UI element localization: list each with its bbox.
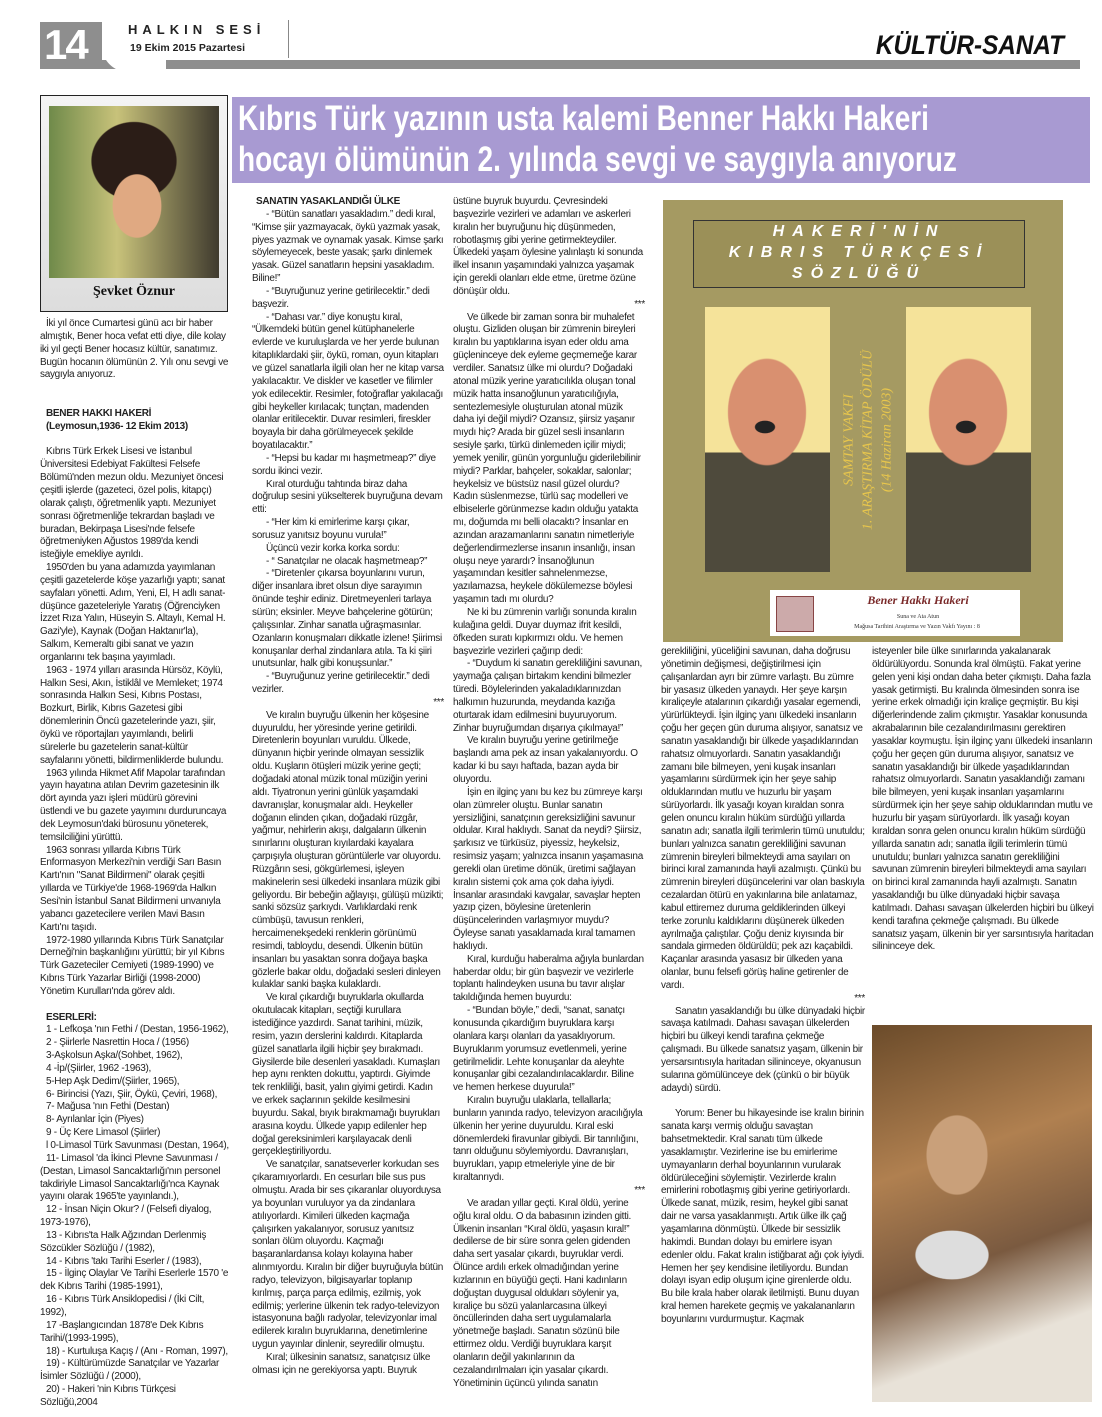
paragraph: Ne ki bu zümrenin varlığı sonunda kıralın kulağına geldi. Duyar duymaz ifrit kesildi, öfkeden suratı kıpkırmızı oldu. Ve hemen başvezirle vezirleri çağırıp dedi: bbox=[453, 607, 637, 657]
book-title-line: KIBRIS TÜRKÇESİ bbox=[728, 244, 990, 261]
bener-hakeri-writing-photo bbox=[872, 1025, 1092, 1402]
section-separator: *** bbox=[433, 696, 444, 708]
newspaper-name: HALKIN SESİ bbox=[128, 22, 266, 37]
paragraph: 9 - Üç Kere Limasol (Şiirler) bbox=[46, 1127, 161, 1139]
paragraph: Ve ülkede bir zaman sonra bir muhalefet oluştu. Gizliden oluşan bir zümrenin bireyleri kıralın bu yaptıklarına isyan eder oldu ama güçleninceye dek eyleme geçmemeğe karar verdiler. Sanatsız ülke mi olurdu? Doğadaki atonal müzik yerine yaratıcılıkla oluşan tonal müzik hatta insanoğlunun yaratıcılığıyla, sentezlemesiyle oluşturulan atonal müzik daha iyi değil miydi? Ozansız, şiirsiz yaşanır mıydı hiç? Arada bir güzel sesli insanların sesiyle şarkı, türkü dinlemeden içilir miydi; yemek yenilir, günün yorgunluğu giderilebilinir miydi? Parklar, bahçeler, sokaklar, salonlar; heykelsiz ve büstsüz nasıl güzel olurdu? Kadın süslenmezse, türlü saç modelleri ve elbiselerle görünmezse kadın olduğu yatakta mı, doğumda mı belli olacaktı? İnsanlar en azından arazamanlarını sanatın nimetleriyle değerlendirmezlerse insanın insanlığı, insan oluşu neye yarardı? İnsanoğlunun yaşamından kesitler sahnelenmezse, yazılamazsa, heykele dökülemezse böylesi yaşamın tadı mı olurdu? bbox=[453, 311, 641, 606]
paragraph: Yorum: Bener bu hikayesinde ise kralın birinin sanata karşı vermiş olduğu savaştan bahsetmektedir. Kral sanatı tüm ülkede yasaklamıştır. Vezirlerine ise bu emirlerime uymayanların derhal boyunlarının vurularak öldürüleceğini söylemiştir. Vezirlerde kralın emirlerini robotlaşmış gibi yerine getiriyorlardı. Ülkede sanat, müzik, resim, heykel gibi sanat dair ne varsa yasaklanmıştı. Artık ülke ilk çağ yaşamlarına dönmüştü. Ülkede bir sessizlik hakimdi. Bundan dolayı bu emirlere isyan edenler oldu. Fakat kralın istiğbarat ağı çok iyiydi. Hemen her şey kendisine iletiliyordu. Bundan dolayı isyan edip oluşum içine girenlerde oldu. Bu bile krala haber olarak iletilmişti. Bunu duyan kral hemen harekete geçmiş ve yakalananların boyunlarını vurdurmuştur. Kaçmak bbox=[661, 1108, 865, 1325]
headline-line-2: hocayı ölümünün 2. yılında sevgi ve saygıyla anıyoruz bbox=[238, 140, 957, 179]
paragraph: - “Her kim ki emirlerime karşı çıkar, sorusuz yanıtsız boyunu vurula!” bbox=[252, 517, 410, 541]
paragraph: - “ Sanatçılar ne olacak haşmetmeap?” bbox=[266, 555, 428, 567]
paragraph: Üçüncü vezir korka korka sordu: bbox=[266, 542, 400, 554]
section-separator: *** bbox=[634, 298, 645, 310]
section-separator: *** bbox=[634, 1184, 645, 1196]
paragraph: Kıral, kurduğu haberalma ağıyla bunlardan haberdar oldu; bir gün başvezir ve vezirlerle toplantı halindeyken usuna bu tavır alışlar takıldığında hemen buyurdu: bbox=[453, 953, 644, 1004]
paragraph: - “Hepsi bu kadar mı haşmetmeap?” diye sordu ikinci vezir. bbox=[252, 452, 436, 477]
paragraph: İşin en ilginç yanı bu kez bu zümreye karşı olan zümreler oluştu. Bunlar sanatın yersizliğini, sanatçının gereksizliğini savunur oldular. Kıral haklıydı. Sanat da neydi? Şiirsiz, şarkısız ve türküsüz, piyessiz, heykelsiz, resimsiz yaşam; yalnızca insanın yaşamasına gerekli olan üretime dönük, üretimi sağlayan kıralın sistemi çok ama çok daha iyiydi. İnsanlar arasındaki kavgalar, savaşlar hepten yazıp çizen, böylesine üretenlerin düşüncelerinden varlaşmıyor muydu? Öyleyse sanatı yasaklamada kıral tamamen haklıydı. bbox=[453, 786, 643, 952]
paragraph: 1972-1980 yıllarında Kıbrıs Türk Sanatçılar Derneği'nin başkanlığını yürüttü; bir yıl Kıbrıs Türk Gazeteciler Cemiyeti (1989-1990) ve Kıbrıs Türk Yazarlar Birliği (1998-2000) Yönetim Kurulları'nda görev aldı. bbox=[40, 934, 225, 997]
paragraph: Kıbrıs Türk Erkek Lisesi ve İstanbul Üniversitesi Edebiyat Fakültesi Felsefe Bölümü'nden mezun oldu. Mezuniyet öncesi çeşitli işlerde (gazeteci, özel polis, kitapçı) olarak çalıştı, öğretmenlik yaptı. Mezuniyet sonrası öğretmenliğe tekrardan başladı ve buradan, Bekirpaşa Lisesi'nde felsefe öğretmeniyken Ağustos 1989'da kendi isteğiyle emekliye ayrıldı. bbox=[40, 446, 224, 561]
book-title-line: SÖZLÜĞÜ bbox=[791, 265, 927, 282]
subheading: (Leymosun,1936- 12 Ekim 2013) bbox=[46, 420, 188, 432]
paragraph-continued: isteyenler bile ülke sınırlarında yakalanarak öldürülüyordu. Sonunda kral ölmüştü. Fakat yerine gelen yeni kişi ondan daha beter çıkmıştı. Daha fazla yasak getirmişti. Bu kralında ölmesinden sonra ise yerine erkek olmadığı için kraliçe geçmiştir. Bu kişi diğerlerindende zalim çıkmıştır. Yasaklar konusunda akrabalarının bile cezalandırılmasını gerektiren yasaklar koymuştu. İşin ilginç yanı ülkedeki insanların çoğu her geçen gün duruma alışıyor, sanatsız ve sanatın yasaklandığı bir ülkede yaşadıklarından rahatsız olmuyorlardı. Sanatın yasaklandığı zamanı bile bilmeyen, yeni kuşak insanları yaşamlarını sürdürmek için her şeye sahip olduklarından mutlu ve huzurlu bir yaşam sürüyorlardı. İlk yasağı koyan kıraldan sonra gelen onuncu kıralın hüküm sürdüğü yıllarda sanatın adı; sanatla ilgili terimlerin tümü unutuldu; bunları yalnızca sanatın gerekliliğini savunan zümrenin bireyleri bilmekteydi ama sayıları on birinci kıral zamanında hayli azalmıştı. Sanatın yasaklandığı bu ülke dünyadaki hiçbir savaşa katılmadı. Dahası savaşan ülkelerden hiçbiri bu ülkeyi kendi tarafına çekmeğe çalışmadı. Bu ülkede sanatsız yaşam, ülkenin bir yer sarsıntısıyla haritadan silininceye dek. bbox=[872, 646, 1094, 953]
header-bar bbox=[40, 60, 1080, 69]
spacer bbox=[40, 395, 230, 408]
paragraph: 1963 sonrası yıllarda Kıbrıs Türk Enformasyon Merkezi'nin verdiği Sarı Basın Kartı'nın "Sanat Bildirmeni" olarak çeşitli yıllarda ve Türkiye'de 1968-1969'da Halkın Sesi'nin İstanbul Sanat Bildirmeni unvanıyla yabancı gazetecilere verilen Mavi Basın Kartı'nı taşıdı. bbox=[40, 844, 222, 933]
paragraph: Sanatın yasaklandığı bu ülke dünyadaki hiçbir savaşa katılmadı. Dahası savaşan ülkelerden hiçbiri bu ülkeyi kendi tarafına çekmeğe çalışmadı. Bu ülkede sanatsız yaşam, ülkenin bir yersarsıntısıyla haritadan silininceye, okyanusun sularına gömülünceye dek (çünkü o bir büyük adaydı) sürdü. bbox=[661, 1005, 865, 1094]
award-line: (14 Haziran 2003) bbox=[879, 387, 895, 493]
issue-date: 19 Ekim 2015 Pazartesi bbox=[130, 42, 245, 54]
paragraph: - “Diretenler çıkarsa boyunlarını vurun, diğer insanlara ibret olsun diye sarayımın önünde teşhir ediniz. Diretmeyenleri tarlaya sürün; eksinler. Meyve bahçelerine götürün; çalışsınlar. Zinhar sanatla uğraşmasınlar. Ozanların konuşmaları dikkatle izlene! Şiirimsi konuşanlar derhal zindanlara atıla. Ta ki şiiri unutsunlar, halk gibi konuşsunlar.” bbox=[252, 568, 442, 670]
paragraph: 14 - Kıbrıs 'takı Tarihi Eserler / (1983), bbox=[46, 1255, 202, 1267]
paragraph: 8- Ayrılanlar İçin (Piyes) bbox=[46, 1114, 144, 1126]
paragraph: 1963 - 1974 yılları arasında Hürsöz, Köylü, Halkın Sesi, Akın, İstiklâl ve Memleket; 1974 sonrasında Halkın Sesi, Kıbrıs Postası, Bozkurt, Birlik, Kıbrıs Gazetesi gibi dönemlerinin Öncü gazetelerinde yazı, şiir, öykü ve röportajları yayımlandı, belirli sürelerle bu gazetelerin sanat-kültür sayfalarını yönetti, bildirmenliklerde bulundu. bbox=[40, 664, 224, 766]
paragraph: Ve aradan yıllar geçti. Kıral öldü, yerine oğlu kıral oldu. O da babasının izinden gitti. Ülkenin insanları “Kıral öldü, yaşasın kıral!” dedilerse de bir süre sonra gelen gidenden daha sert yasalar çıkardı, buyruklar verdi. Ölünce ardılı erkek olmadığından yerine kızlarının en büyüğü geçti. Hani kadınların doğuştan duygusal oldukları söylenir ya, kıraliçe bu sözü yalanlarcasına ülkeyi öncüllerinden daha sert uygulamalarla yönetmeğe başladı. Sanatın sözünü bile ettirmez oldu. Verdiği buyruklara karşıt olanların değil yakınlarının da cezalandırılmaları için yasalar çıkardı. Yönetiminin üçüncü yılında sanatın bbox=[453, 1197, 631, 1389]
paragraph-continued: üstüne buyruk buyurdu. Çevresindeki başvezirle vezirleri ve adamları ve askerleri kıralın her buyruğunu hiç düşünmeden, robotlaşmış gibi yerine getirmekteydiler. Ülkedeki yaşam öylesine yalınlaştı ki sonunda ilkel insanın yaşamındaki yalnızca yaşamak için gerekli olanları elde etme, üretme özüne dönüşür oldu. bbox=[453, 196, 643, 297]
paragraph: 1963 yılında Hikmet Afif Mapolar tarafından yayın hayatına atılan Devrim gazetesinin ilk dört ayında yazı işleri müdürü görevini üstlendi ve bu gazete yayımını durduruncaya dek Leymosun'daki bürosunu yöneterek, temsilciliğini yürüttü. bbox=[40, 767, 227, 843]
paragraph: 6- Birincisi (Yazı, Şiir, Öykü, Çeviri, 1968), bbox=[46, 1088, 218, 1100]
paragraph: - “Bütün sanatları yasakladım.” dedi kıral, “Kimse şiir yazmayacak, öykü yazmak yasak, piyes yazmak ve oynamak yasak. Kimse şarkı söylemeyecek, beste yasak; şarkı dinlemek yasak. Güzel sanatların hepsini yasakladım. Biline!” bbox=[252, 208, 444, 285]
book-cover-image bbox=[663, 200, 1063, 642]
column-story-3 bbox=[661, 646, 865, 1327]
paragraph: 16 - Kıbrıs Türk Ansiklopedisi / (İki Cilt, 1992), bbox=[40, 1294, 205, 1318]
section-separator: *** bbox=[854, 992, 865, 1004]
subheading: ESERLERİ: bbox=[46, 1011, 97, 1023]
paragraph: 11- Limasol 'da İkinci Plevne Savunması / (Destan, Limasol Sancaktarlığı'nın personel takdiriyle Limasol Sancaktarlığı'nca Kaynak yayını olarak 1965'te yayınlandı.), bbox=[40, 1152, 221, 1203]
book-award bbox=[833, 300, 903, 580]
paragraph: l 0-Limasol Türk Savunması (Destan, 1964), bbox=[46, 1140, 229, 1151]
paragraph: Ve kıral çıkardığı buyruklarla okullarda okutulacak kitapları, seçtiği kurullara istediğince yazdırdı. Sanat tarihini, müzik, resim, yazın derslerini kaldırdı. Kitaplarda güzel sanatlarla ilgili hiçbir şey bırakmadı. Giysilerde bile desenleri yasakladı. Kumaşları hep aynı renkten dokuttu, yaptırdı. Giyimde tek renkliliği, basit, yalın giyimi getirdi. Kadın ve erkek saçlarının şekilde kesilmesini buyurdu. Sakal, bıyık bırakmamağı buyrukları arasına koydu. Ülkede yapıp edilenler hep doğal gereksinimleri karşılayacak denli gerçekleştiriliyordu. bbox=[252, 992, 441, 1158]
award-line: 1. ARAŞTIRMA KİTAP ÖDÜLÜ bbox=[860, 349, 876, 531]
headline bbox=[238, 98, 1038, 180]
paragraph: - “Buyruğunuz yerine getirilecektir.” dedi başvezir. bbox=[252, 285, 430, 310]
paragraph: İki yıl önce Cumartesi günü acı bir haber almıştık, Bener hoca vefat etti diye, dile kolay iki yıl geçti Bener hocasız kültür, sanatımız. Bugün hocanın ölümünün 2. Yılı onu sevgi ve saygıyla anıyoruz. bbox=[40, 318, 229, 381]
paragraph: 12 - İnsan Niçin Okur? / (Felsefi diyalog, 1973-1976), bbox=[40, 1204, 212, 1229]
subheading: BENER HAKKI HAKERİ bbox=[46, 407, 152, 419]
paragraph: Kıralın buyruğu ulaklarla, tellallarla; bunların yanında radyo, televizyon aracılığıyla ülkenin her yerine duyuruldu. Kıral eski dönemlerdeki firavunlar gibiydi. Bir tanrılığını, tanrı olduğunu söylemiyordu. Davranışları, buyrukları, yapıp etmeleriyle yine de bir kıraltanrıydı. bbox=[453, 1095, 643, 1184]
subheading: SANATIN YASAKLANDIĞI ÜLKE bbox=[256, 196, 400, 207]
paragraph: 20) - Hakeri 'nin Kıbrıs Türkçesi Sözlüğü,2004 bbox=[40, 1384, 176, 1408]
paragraph: 19) - Kültürümüzde Sanatçılar ve Yazarlar İsimler Sözlüğü / (2000), bbox=[40, 1358, 219, 1383]
spacer bbox=[40, 382, 230, 395]
paragraph: Ve kıralın buyruğu ülkenin her köşesine duyuruldu, her yöresinde yerine getirildi. Diretenlerin boyunları vuruldu. Ülkede, dünyanın hiçbir yerinde olmayan sessizlik oldu. Kuşların ötüşleri müzik yerine geçti; doğadaki atonal müzik tonal müziğin yerini aldı. Tiyatronun yerini günlük yaşamdaki davranışlar, konuşmalar aldı. Heykeller doğanın elinden çıkan, doğadaki rüzgâr, yağmur, nehirlerin akışı, dalgaların ülkenin sınırlarını oluşturan kıyılardaki kayalara çarpışıyla oluşturan görüntülerle var oluyordu. Rüzgârın sesi, gökgürlemesi, işleyen makinelerin sesi ülkedeki insanlara müzik gibi geliyordu. Bir bebeğin ağlayışı, gülüşü müzikti; sanki sözsüz şarkıydı. Varlıklardaki renk cümbüşü, tavusun renkleri, hercaimenekşedeki renklerin görünümü resimdi, tabloydu, desendi. Ülkenin bütün insanları bu yasaktan sonra doğaya başka gözlerle bakar oldu, doğadaki sesleri dinleyen kulaklar sanki başka kulaklardı. bbox=[252, 709, 444, 991]
spacer bbox=[661, 1096, 865, 1109]
paragraph: Ve sanatçılar, sanatseverler korkudan ses çıkaramıyorlardı. En cesurları bile sus pus olmuştu. Arada bir ses çıkaranlar oluyorduysa ya boyunları vuruluyor ya da zindanlara atılıyorlardı. Kimileri ülkeden kaçmağa çalışırken yakalanıyor, sorusuz yanıtsız sonları ölüm oluyordu. Kaçmağı başaranlardansa kolayı kolayına haber alınmıyordu. Kıralın bir diğer buyruğuyla bütün radyo, televizyon, bilgisayarlar toplanıp kırılmış, parça parça edilmiş, ezilmiş, yok edilmiş; yerlerine ülkenin tek radyo-televizyon istasyonuna bağlı radyolar, televizyonlar imal edilerek kıralın buyruklarına, denetimlerine uygun yayınlar dinlenir, seyredilir olmuştu. bbox=[252, 1159, 444, 1351]
paragraph: 1 - Lefkoşa 'nın Fethi / (Destan, 1956-1962), bbox=[46, 1024, 229, 1036]
portrait-right bbox=[906, 307, 1031, 572]
paragraph: 2 - Şiirlerle Nasrettin Hoca / (1956) bbox=[46, 1037, 189, 1049]
paragraph: 15 - İlginç Olaylar Ve Tarihi Eserlerle 1570 'e dek Kıbrıs Tarihi (1985-1991), bbox=[40, 1268, 229, 1293]
paragraph: Ve kıralın buyruğu yerine getirilmeğe başlandı ama pek az insan yakalanıyordu. O kadar ki bu sayı haftada, bazan ayda bir oluyordu. bbox=[453, 735, 638, 785]
headline-line-1: Kıbrıs Türk yazının usta kalemi Benner Hakkı Hakeri bbox=[238, 99, 929, 138]
paragraph: - “Duydum ki sanatın gerekliliğini savunan, yaymağa çalışan birtakım kendini bilmezler türedi. Böylelerinden yakaladıklarınızdan halkımın huzurunda, meydanda kazığa oturtarak idam edilmesini buyuruyorum. Zinhar buyruğumdan dışarıya çıkılmaya!” bbox=[453, 658, 642, 734]
paragraph: 13 - Kıbrıs'ta Halk Ağzından Derlenmiş Sözcükler Sözlüğü / (1982), bbox=[40, 1229, 207, 1254]
header-divider bbox=[288, 20, 289, 58]
author-name: Şevket Öznur bbox=[92, 284, 176, 299]
award-line: SAMTAY VAKFI bbox=[841, 394, 857, 486]
spacer bbox=[40, 999, 230, 1012]
paragraph: 18) - Kurtuluşa Kaçış / (Anı - Roman, 1997), bbox=[46, 1345, 228, 1357]
column-biography bbox=[40, 318, 230, 1410]
book-label bbox=[770, 590, 1020, 636]
book-publisher: Mağusa Tarihini Araştırma ve Yazın Vakfı Yayını : 8 bbox=[854, 624, 980, 630]
column-story-2 bbox=[453, 196, 645, 1390]
book-publisher: Suna ve Ata Atun bbox=[896, 614, 940, 620]
book-author: Bener Hakkı Hakeri bbox=[867, 593, 969, 607]
section-title: KÜLTÜR-SANAT bbox=[875, 30, 1064, 60]
paragraph: - “Bundan böyle,” dedi, “sanat, sanatçı konusunda çıkardığım buyruklara karşı olanlara karşı olanları da yasaklıyorum. Buyruklarım yorumsuz evetlenmeli, yerine getirilmelidir. Lehte konuşanlar da aleyhte konuşanlar gibi cezalandırılacaklardır. Biline ve hemen herkese duyurula!” bbox=[453, 1005, 634, 1094]
spacer bbox=[40, 434, 230, 447]
paragraph-continued: gerekliliğini, yüceliğini savunan, daha doğrusu yönetimin değişmesi, değiştirilmesi için çalışanlardan ayrı bir zümre varlaştı. Bu zümre bir yasasız ülkeden yanaydı. Her şeye karşın kıraliçeyle atalarının çıkardığı yasalar egemendi, yürürlükteydi. İşin ilginç yanı ülkedeki insanların çoğu her geçen gün duruma alışıyor, sanatsız ve sanatın yasaklandığı bir ülkede yaşadıklarından rahatsız olmuyorlardı. Sanatın yasaklandığı zamanı bile bilmeyen, yeni kuşak insanları yaşamlarını sürdürmek için her şeye sahip olduklarından mutlu ve huzurlu bir yaşam sürüyorlardı. İlk yasağı koyan kıraldan sonra gelen onuncu kıralın hüküm sürdüğü yıllarda sanatın adı; sanatla ilgili terimlerin tümü unutuldu; bunları yalnızca sanatın gerekliliğini savunan zümrenin bireyleri bilmekteydi ama sayıları on birinci kıral zamanında hayli azalmıştı. Çünkü bu zümrenin bireyleri düşüncelerini var olan baskıyla cezalardan ötürü en yakınlarına bile anlatamaz, kabul ettiremez duruma geldiklerinden ülkeyi terke zorunlu kaldıklarını düşünerek ülkeden ayrılmağa çalıştılar. Çoğu deniz kıyısında bir sandala girmeden öldürüldü; pek azı kaçabildi. Kaçanlar arasında yasasız bir ülkeden yana olanlar, bunu felsefi görüş haline getirenler de vardı. bbox=[661, 646, 865, 991]
paragraph: 7- Mağusa 'nın Fethi (Destan) bbox=[46, 1101, 170, 1113]
paragraph: 5-Hep Aşk Dedim/(Şiirler, 1965), bbox=[46, 1075, 180, 1087]
paragraph: 1950'den bu yana adamızda yayımlanan çeşitli gazetelerde köşe yazarlığı yaptı; sanat sayfaları yönetti. Adım, Yeni, El, H adlı sanat-düşünce gazeteleriyle Yaratış (Öğrenciyken İzzet Rıza Yalın, Hüseyin S. Altaylı, Kemal H. Gazi'yle), Kaynak (Doğan Haktanır'la), Salkım, Kemeraltı gibi sanat ve yazın organlarını tek başına yayımladı. bbox=[40, 562, 226, 663]
paragraph: Kıral; ülkesinin sanatsız, sanatçısız ülke olması için ne gerekiyorsa yaptı. Buyruk bbox=[252, 1351, 431, 1376]
paragraph: 4 -İp/(Şiirler, 1962 -1963), bbox=[46, 1062, 151, 1074]
paragraph: - “Dahası var.” diye konuştu kıral, “Ülkemdeki bütün genel kütüphanelerle evlerde ve kuruluşlarda ve her yerde bulunan kitaplıklardaki şiir, öykü, roman, oyun kitapları ve güzel sanatlarla ilgili olan her ne kitap varsa yakılacaktır. Ve diskler ve kasetler ve filimler yok edilecektir. Resimler, fotoğraflar yakılacağı gibi heykeller kırılacak; tunçtan, madenden olanlar eritilecektir. Duvar resimleri, fireskler boyayla bir daha görülmeyecek şekilde boyatılacaktır.” bbox=[252, 311, 444, 452]
paragraph: - “Buyruğunuz yerine getirilecektir.” dedi vezirler. bbox=[252, 671, 430, 696]
author-photo bbox=[49, 106, 219, 278]
paragraph: Kıral oturduğu tahtında biraz daha doğrulup sesini yükselterek buyruğuna devam etti: bbox=[252, 478, 443, 516]
book-title bbox=[693, 220, 1025, 288]
author-photo-box bbox=[40, 95, 228, 312]
column-story-1 bbox=[252, 196, 444, 1378]
publisher-logo-icon bbox=[776, 596, 814, 632]
paragraph: 17 -Başlangıcından 1878'e Dek Kıbrıs Tarihi/(1993-1995), bbox=[40, 1319, 204, 1344]
column-story-4 bbox=[872, 646, 1094, 954]
page-number: 14 bbox=[40, 22, 102, 68]
paragraph: 3-Aşkolsun Aşka/(Sohbet, 1962), bbox=[46, 1050, 183, 1062]
book-title-line: HAKERİ'NİN bbox=[772, 223, 946, 240]
portrait-left bbox=[705, 307, 830, 572]
